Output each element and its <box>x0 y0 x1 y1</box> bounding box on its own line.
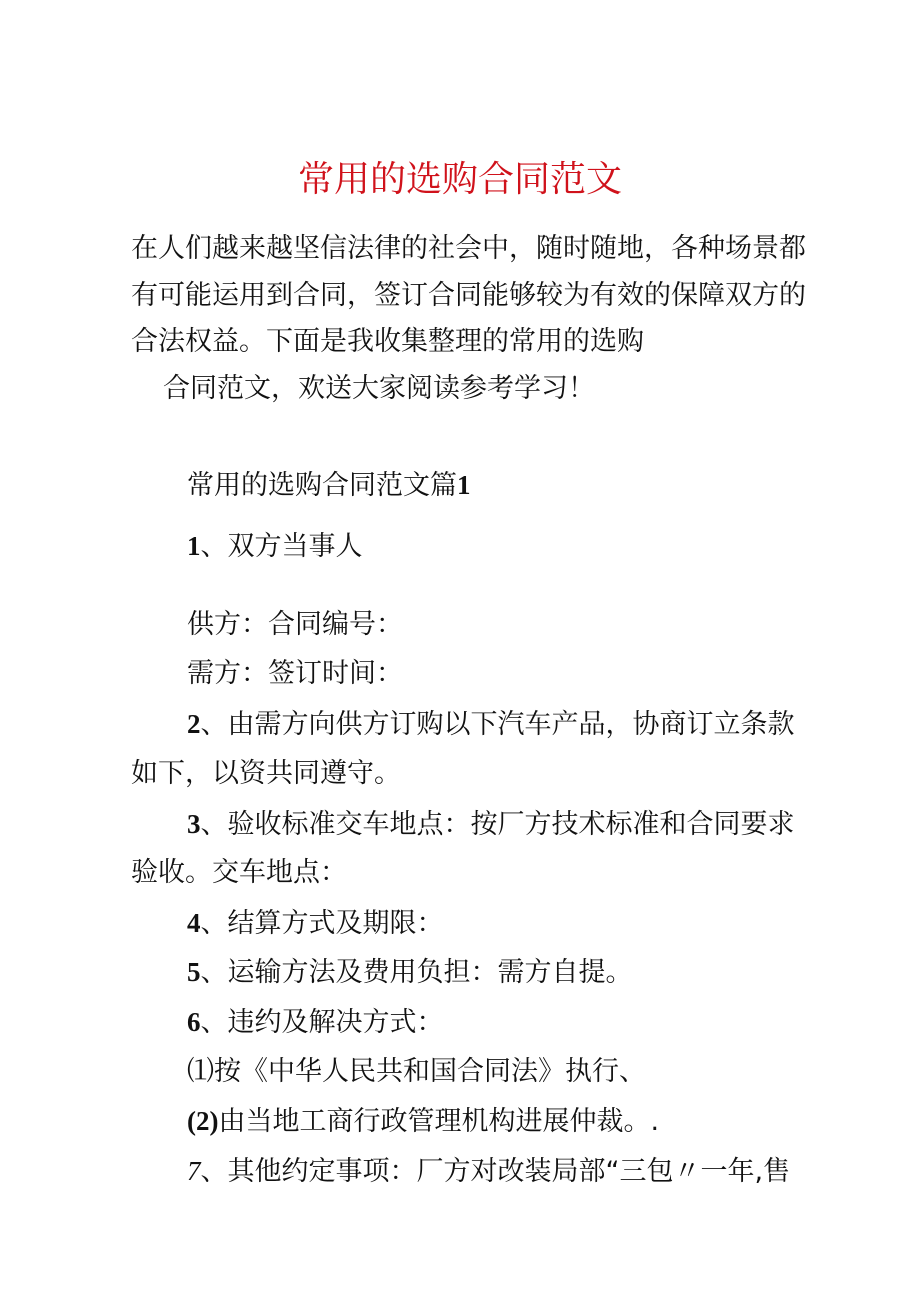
clause-3-number: 3 <box>187 809 201 839</box>
clause-2 <box>187 704 795 745</box>
clause-4-text: 、结算方式及期限： <box>200 908 444 939</box>
intro-line-1: 在人们越来越坚信法律的社会中，随时随地，各种场景都 <box>131 233 806 264</box>
intro-line-3: 合法权益。下面是我收集整理的常用的选购 <box>131 326 644 357</box>
subclause-1-text: 按《中华人民共和国合同法》执行、 <box>214 1056 646 1087</box>
intro-line-4: 合同范文，欢送大家阅读参考学习！ <box>163 373 595 404</box>
clause-3-continuation: 验收。交车地点： <box>131 857 347 888</box>
clause-7-number: 7 <box>187 1156 201 1186</box>
clause-5-text: 、运输方法及费用负担：需方自提。 <box>200 957 633 988</box>
clause-2-number: 2 <box>187 709 201 739</box>
clause-1-text: 、双方当事人 <box>200 531 363 562</box>
section-heading-text: 常用的选购合同范文篇 <box>187 470 457 501</box>
clause-5-number: 5 <box>187 957 201 987</box>
clause-5 <box>187 952 633 993</box>
subclause-2 <box>187 1101 659 1142</box>
supplier-line: 供方：合同编号： <box>187 609 403 640</box>
clause-4 <box>187 903 444 944</box>
clause-4-number: 4 <box>187 908 201 938</box>
clause-2-text: 、由需方向供方订购以下汽车产品，协商订立条款 <box>200 709 795 740</box>
section-heading-number: 1 <box>457 470 471 500</box>
clause-6 <box>187 1002 444 1043</box>
subclause-2-number: (2) <box>187 1106 219 1136</box>
section-heading <box>187 465 471 506</box>
document-title: 常用的选购合同范文 <box>297 159 622 200</box>
buyer-line: 需方：签订时间： <box>187 658 403 689</box>
clause-6-text: 、违约及解决方式： <box>200 1007 444 1038</box>
intro-line-2: 有可能运用到合同，签订合同能够较为有效的保障双方的 <box>131 280 806 311</box>
subclause-2-text: 由当地工商行政管理机构进展仲裁。. <box>218 1106 660 1137</box>
clause-7 <box>187 1151 790 1192</box>
clause-2-continuation: 如下，以资共同遵守。 <box>131 758 401 789</box>
subclause-1 <box>187 1051 646 1092</box>
clause-3-text: 、验收标准交车地点：按厂方技术标准和合同要求 <box>200 809 795 840</box>
clause-6-number: 6 <box>187 1007 201 1037</box>
clause-3 <box>187 804 795 845</box>
clause-1 <box>187 526 363 567</box>
subclause-1-number: ⑴ <box>187 1056 214 1086</box>
clause-7-text: 、其他约定事项：厂方对改装局部“三包〃一年,售 <box>200 1156 791 1187</box>
clause-1-number: 1 <box>187 531 201 561</box>
